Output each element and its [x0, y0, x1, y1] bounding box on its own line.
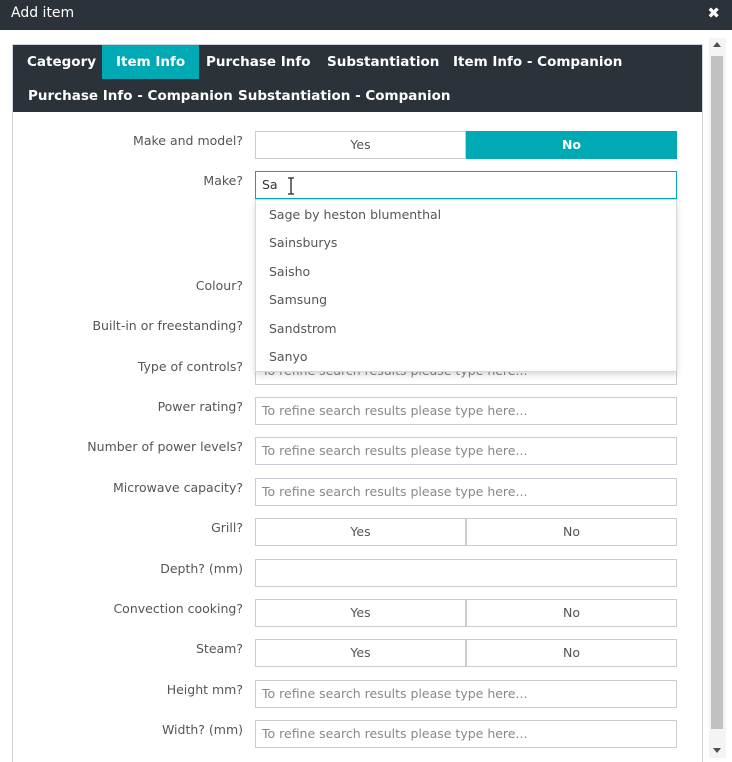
tab-item-info[interactable]: Item Info — [102, 45, 199, 79]
colour-label: Colour? — [195, 278, 243, 293]
tab-bar — [13, 45, 703, 112]
height-label: Height mm? — [166, 682, 243, 697]
depth-input[interactable] — [255, 559, 677, 587]
convection-toggle — [255, 599, 677, 627]
power-rating-label: Power rating? — [157, 399, 243, 414]
microwave-capacity-label: Microwave capacity? — [113, 480, 243, 495]
vertical-scrollbar[interactable] — [709, 38, 726, 758]
depth-label: Depth? (mm) — [160, 561, 243, 576]
dialog-title: Add item — [11, 5, 75, 21]
text-cursor-icon — [286, 177, 296, 195]
tab-item-info-companion[interactable]: Item Info - Companion — [453, 54, 623, 70]
grill-yes-button[interactable]: Yes — [255, 518, 466, 546]
grill-toggle — [255, 518, 677, 546]
suggestion-item[interactable]: Sage by heston blumenthal — [269, 207, 442, 222]
make-and-model-no-button[interactable]: No — [466, 131, 677, 159]
suggestion-item[interactable]: Sanyo — [269, 349, 308, 364]
built-in-label: Built-in or freestanding? — [92, 318, 243, 333]
suggestion-item[interactable]: Saisho — [269, 264, 311, 279]
power-rating-input[interactable]: To refine search results please type here... — [255, 397, 677, 425]
convection-no-button[interactable]: No — [466, 599, 677, 627]
height-input[interactable]: To refine search results please type here... — [255, 680, 677, 708]
tab-substantiation-companion[interactable]: Substantiation - Companion — [238, 88, 451, 104]
power-levels-label: Number of power levels? — [87, 439, 243, 454]
make-label: Make? — [203, 173, 243, 188]
make-and-model-label: Make and model? — [133, 133, 243, 148]
grill-no-button[interactable]: No — [466, 518, 677, 546]
close-icon[interactable]: ✖ — [707, 4, 720, 22]
steam-yes-button[interactable]: Yes — [255, 639, 466, 667]
suggestion-item[interactable]: Sainsburys — [269, 235, 338, 250]
tab-purchase-info[interactable]: Purchase Info — [206, 54, 311, 70]
suggestion-item[interactable]: Samsung — [269, 292, 328, 307]
suggestion-item[interactable]: Sandstrom — [269, 321, 337, 336]
width-input[interactable]: To refine search results please type here... — [255, 720, 677, 748]
tab-category[interactable]: Category — [27, 54, 97, 70]
scrollbar-thumb[interactable] — [711, 56, 723, 729]
scroll-down-icon[interactable] — [713, 748, 721, 753]
width-label: Width? (mm) — [161, 722, 243, 737]
steam-label: Steam? — [196, 641, 243, 656]
convection-label: Convection cooking? — [113, 601, 243, 616]
dialog-body — [12, 44, 703, 762]
make-input[interactable]: Sa — [255, 171, 677, 199]
convection-yes-button[interactable]: Yes — [255, 599, 466, 627]
scroll-up-icon[interactable] — [713, 42, 721, 47]
tab-substantiation[interactable]: Substantiation — [327, 54, 440, 70]
tab-purchase-info-companion[interactable]: Purchase Info - Companion — [28, 88, 233, 104]
grill-label: Grill? — [211, 520, 243, 535]
make-suggestions-dropdown — [255, 199, 677, 372]
dialog-titlebar — [0, 0, 732, 30]
microwave-capacity-input[interactable]: To refine search results please type here... — [255, 478, 677, 506]
make-and-model-toggle — [255, 131, 677, 159]
make-and-model-yes-button[interactable]: Yes — [255, 131, 466, 159]
type-of-controls-label: Type of controls? — [137, 359, 243, 374]
steam-toggle — [255, 639, 677, 667]
power-levels-input[interactable]: To refine search results please type here... — [255, 437, 677, 465]
steam-no-button[interactable]: No — [466, 639, 677, 667]
